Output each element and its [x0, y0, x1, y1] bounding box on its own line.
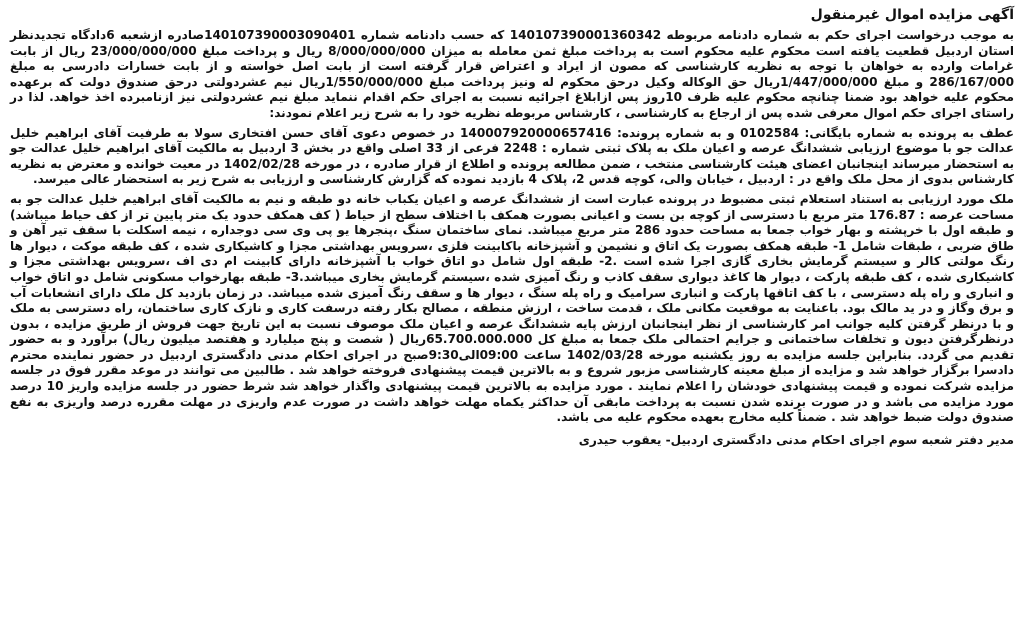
paragraph-property-description: ملک مورد ارزیابی به استناد استعلام ثبتی مضبوط در پرونده عبارت است از ششدانگ عرصه و اعیان یکباب خانه دو طبقه و نیم به مالکیت آقای ابراهیم خلیل عدالت جو به مساحت عرصه : 176.87 متر مربع با دسترسی از کوچه بن بست و اعیانی بصورت همکف با اختلاف سطح از حیاط ( کف همکف حدود یک متر پایین تر از کف حیاط میباشد) و طبقه اول با خرپشته و بهار خواب جمعا به مساحت حدود 286 متر مربع میباشد. نمای ساختمان سنگ ،پنجرها یو پی وی سی دوجداره ، نیمه اسکلت با سقف تیر آهن و طاق ضربی ، طبقات شامل 1- طبقه همکف بصورت یک اتاق و نشیمن و آشپزخانه باکابینت فلزی ،سرویس بهداشتی مجزا و کاشیکاری شده ، کف طبقه موکت ، دیوار ها رنگ مولتی کالر و سیستم گرمایش بخاری گازی اجرا شده است .2- طبقه اول شامل دو اتاق خواب با آشپزخانه دارای کابینت ام دی اف ،سرویس بهداشتی مجزا و کاشیکاری شده ، کف طبقه پارکت ، دیوار ها کاغذ دیواری سقف کاذب و رنگ آمیزی شده ،سیستم گرمایش بخاری میباشد.3- طبقه بهارخواب مسکونی شامل دو اتاق خواب و انباری و راه پله دسترسی ، با کف اتاقها پارکت و انباری سرامیک و راه پله سنگ ، دیوار ها و سقف رنگ آمیزی شده میباشد. در زمان بازدید کل ملک دارای انشعابات آب و برق وگاز و در ید مالک بود. باعنایت به موقعیت مکانی ملک ، قدمت ساخت ، ارزش منطقه ، مصالح بکار رفته درسفت کاری و نازک کاری ساختمان، راه دسترسی به ملک و با درنظر گرفتن کلیه جوانب امر کارشناسی از نظر اینجانبان ارزش پایه ششدانگ عرصه و اعیان ملک موصوف نسبت به این تاریخ جهت فروش از طریق مزایده ، بدون درنظرگرفتن دیون و تخلفات ساختمانی و جرایم احتمالی ملک جمعا به مبلغ کل 65.700.000.000ریال ( شصت و پنج میلیارد و هفتصد میلیون ریال) برآورد و به حضور تقدیم می گردد. بنابراین جلسه مزایده به روز یکشنبه مورخه 1402/03/28 ساعت 09:00الی9:30صبح در اجرای احکام مدنی دادگستری اردبیل در حضور نماینده محترم دادسرا برگزار خواهد شد و مزایده از مبلغ معینه کارشناسی مزبور شروع و به بالاترین قیمت پیشنهادی فروخته خواهد شد . طالبین می توانند در موعد مقرر فوق در جلسه مزایده شرکت نموده و قیمت پیشنهادی خودشان را اعلام نمایند . مورد مزایده به بالاترین قیمت پیشنهادی واگذار خواهد شد شرط حضور در جلسه مزایده واریز 10 درصد مورد مزایده می باشد و در صورت برنده شدن نسبت به پرداخت مابقی آن حداکثر یکماه مهلت خواهد داشت در صورت عدم واریزی در مهلت مقرره درصد واریزی به نفع صندوق دولت ضبط خواهد شد . ضمناً کلیه مخارج بعهده محکوم علیه می باشد. — [10, 191, 1015, 425]
notice-title: آگهی مزایده اموال غیرمنقول — [810, 7, 1014, 23]
paragraph-expert-assignment: عطف به پرونده به شماره بایگانی: 0102584 و به شماره پرونده: 140007920000657416 در خصوص دعوی آقای حسن افتخاری سولا به طرفیت آقای ابراهیم خلیل عدالت جو با موضوع ارزیابی ششدانگ عرصه و اعیان ملک به پلاک ثبتی شماره : 2248 فرعی از 33 اصلی واقع در بخش 3 اردبیل به مالکیت آقای ابراهیم خلیل عدالت جو به استحضار میرساند اینجانبان اعضای هیئت کارشناسی منتخب ، ضمن مطالعه پرونده و اطلاع از قرار صادره ، در مورخه 1402/02/28 در معیت خوانده و معترض به نظریه کارشناس بدوی از محل ملک واقع در : اردبیل ، خیابان والی، کوچه قدس 2، پلاک 4 بازدید نموده که گزارش کارشناسی و ارزیابی به شرح زیر به استحضار عالی میرسد. — [10, 125, 1015, 187]
signature-line: مدیر دفتر شعبه سوم اجرای احکام مدنی دادگستری اردبیل- یعقوب حیدری — [578, 432, 1014, 447]
paragraph-case-summary: به موجب درخواست اجرای حکم به شماره دادنامه مربوطه 140107390001360342 که حسب دادنامه شماره 140107390003090401صادره ازشعبه 6دادگاه تجدیدنظر استان اردبیل قطعیت یافته است محکوم علیه محکوم است به پرداخت مبلغ ثمن معامله به میزان 8/000/000/000 ریال و پرداخت مبلغ 23/000/000/000 ریال از بابت غرامات وارده به خواهان با توجه به نظریه کارشناسی که مصون از ایراد و اعتراض قرار گرفته است از بابت اصل خواسته و از بابت خسارات دادرسی به مبلغ 286/167/000 و مبلغ 1/447/000/000ریال حق الوکاله وکیل درحق محکوم له ونیز پرداخت مبلغ 1/550/000/000ریال نیم عشردولتی درحق صندوق دولت که برعهده محکوم علیه خواهد بود ضمنا چنانچه محکوم علیه ظرف 10روز پس ازابلاغ اجرائیه نسبت به اجرای حکم اقدام ننماید مبلغ نیم عشردولتی نیز ازنامبرده اخذ خواهد. لذا در راستای اجرای حکم اموال معرفی شده پس از ارجاع به کارشناسی ، کارشناس مربوطه نظریه خود را به شرح زیر اعلام نمودند: — [10, 28, 1015, 120]
